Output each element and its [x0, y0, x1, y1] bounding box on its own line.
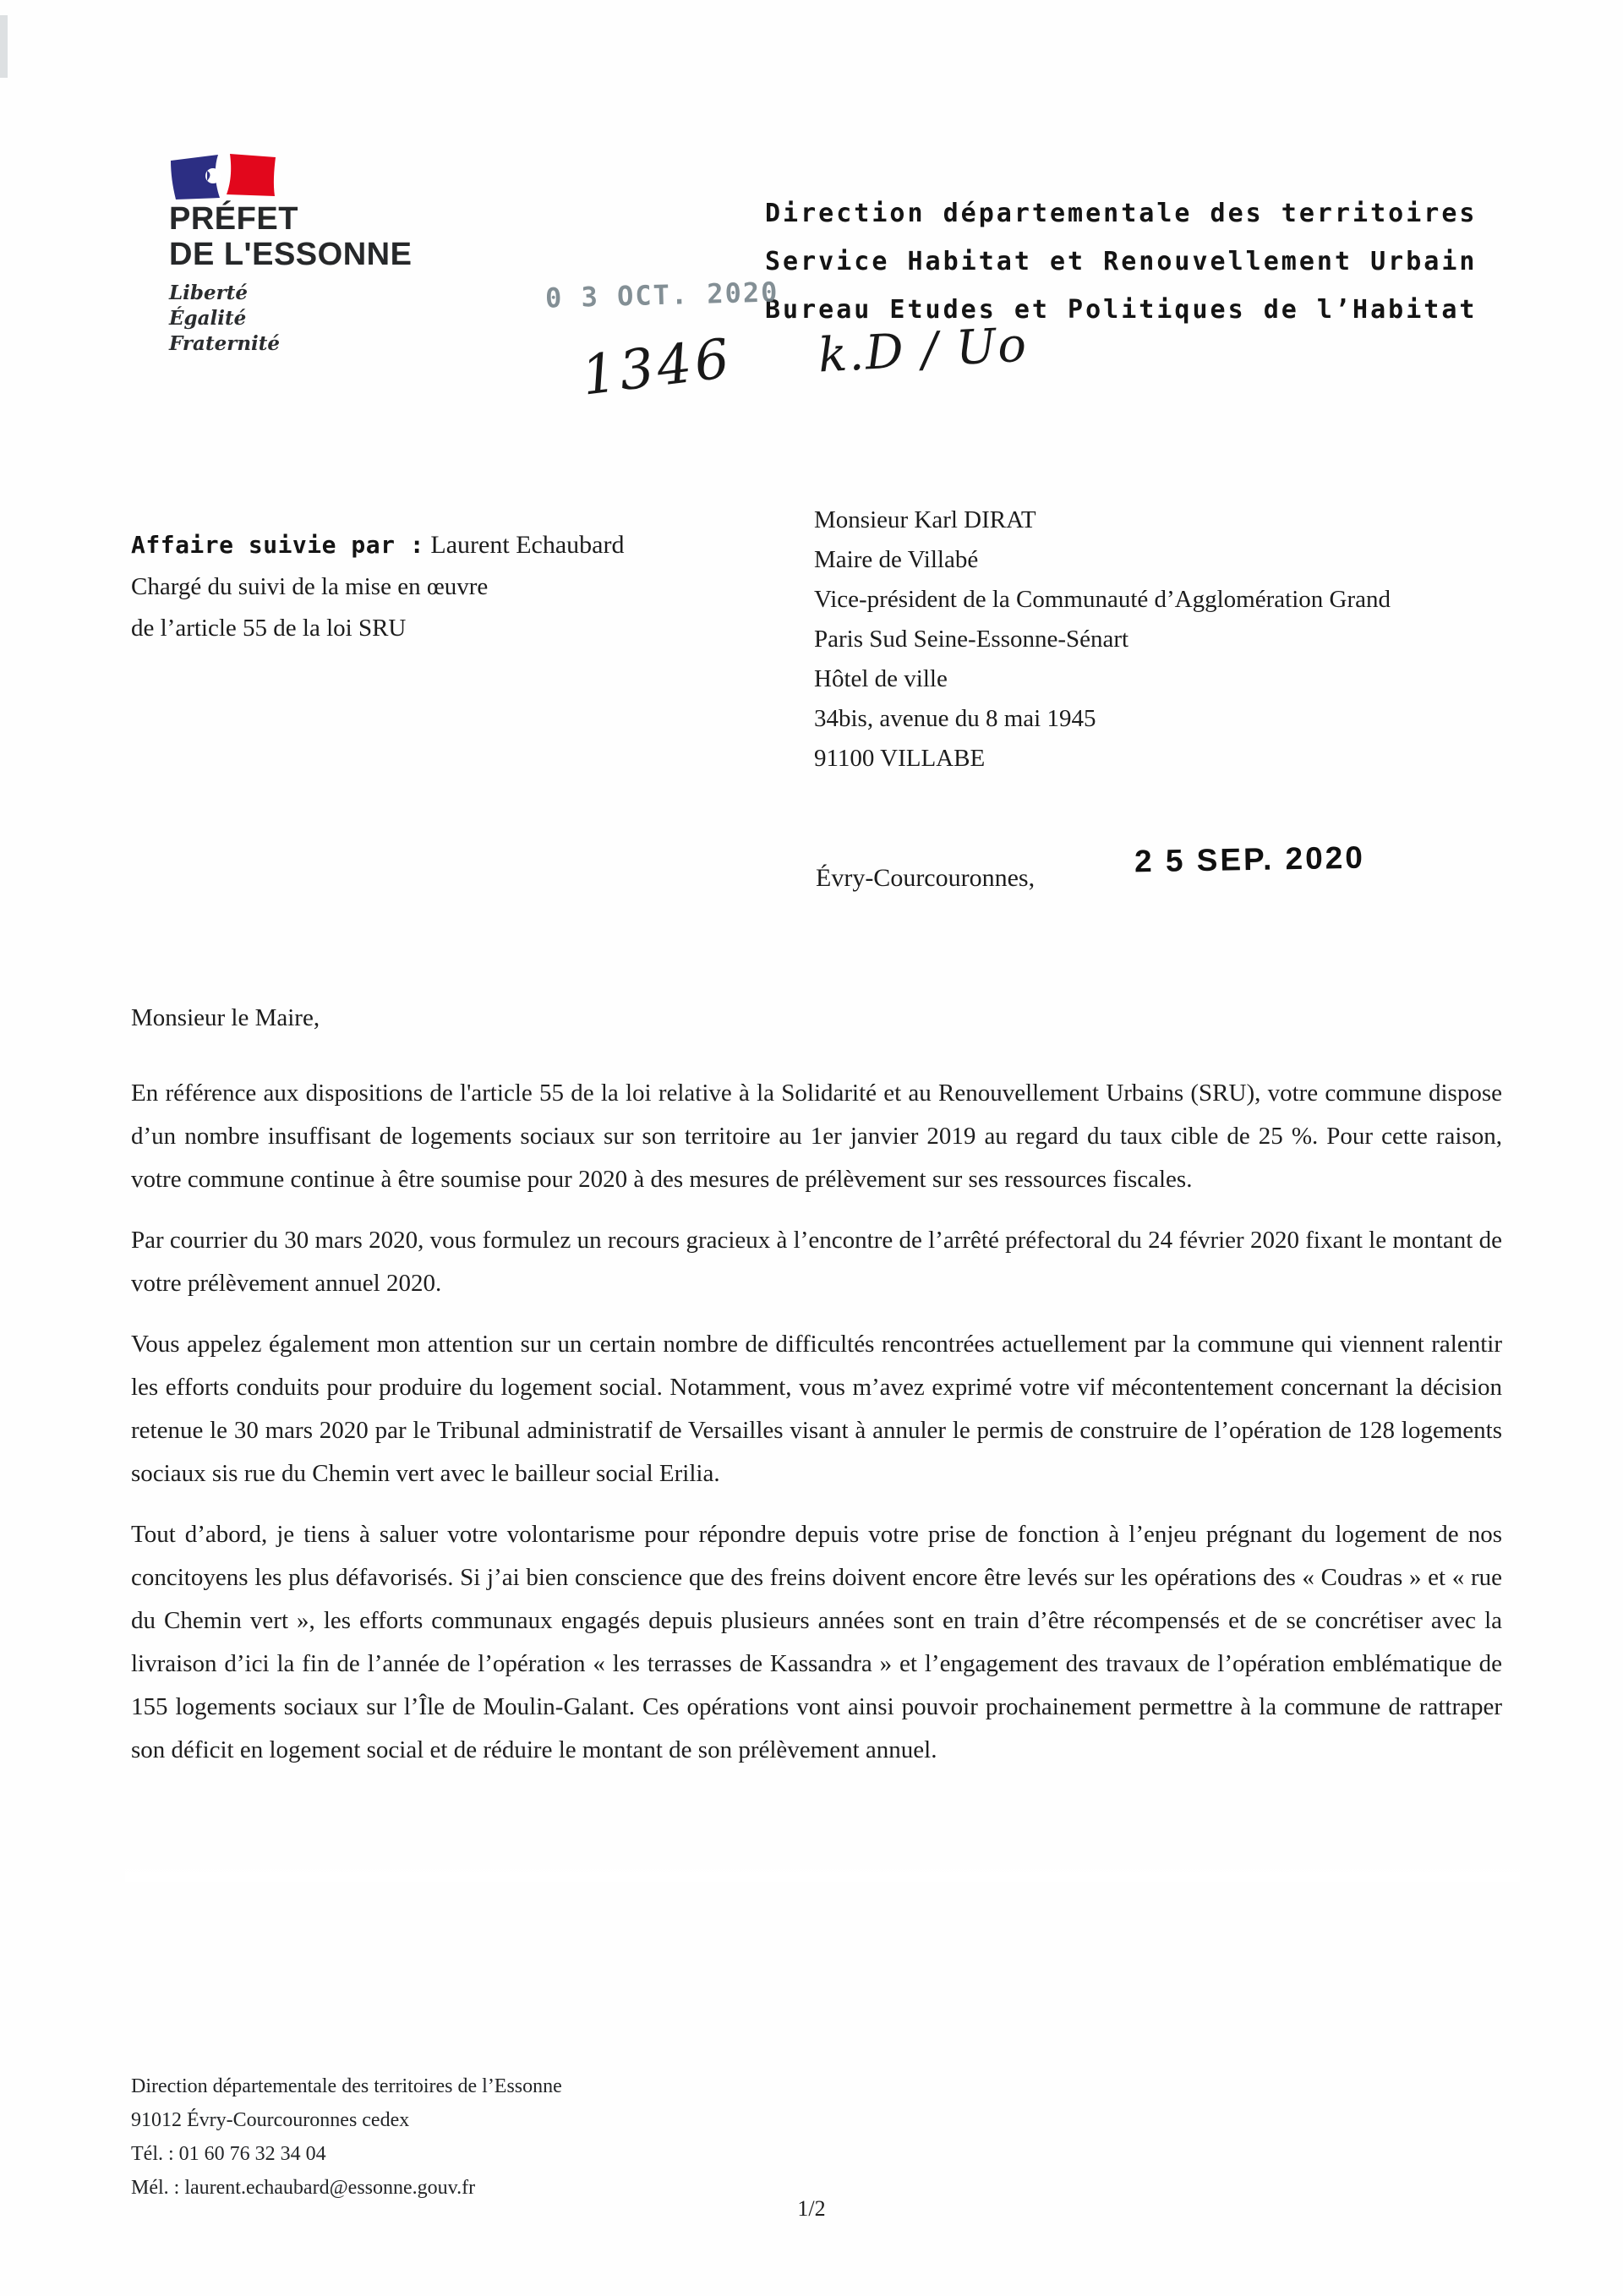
footer-address: 91012 Évry-Courcouronnes cedex [131, 2109, 410, 2131]
case-officer-role-line1: Chargé du suivi de la mise en œuvre [131, 573, 489, 600]
case-officer-line [131, 524, 672, 566]
page-number: 1/2 [797, 2196, 826, 2221]
case-officer-block [131, 524, 672, 649]
footer-email: Mél. : laurent.echaubard@essonne.gouv.fr [131, 2177, 476, 2199]
prefecture-logo-block [169, 152, 524, 357]
recipient-name: Monsieur Karl DIRAT [814, 506, 1036, 533]
dateline-place: Évry-Courcouronnes, [816, 864, 1036, 892]
sent-date-stamp: 2 5 SEP. 2020 [1134, 839, 1366, 879]
department-line-service: Service Habitat et Renouvellement Urbain [765, 247, 1478, 276]
letter-body [131, 1072, 1502, 1790]
department-line-direction: Direction départementale des territoires [765, 199, 1478, 228]
prefet-title-line2: DE L'ESSONNE [169, 237, 413, 272]
recipient-address-street: 34bis, avenue du 8 mai 1945 [814, 705, 1096, 732]
recipient-address-hotel: Hôtel de ville [814, 665, 948, 692]
case-officer-name: Laurent Echaubard [430, 531, 625, 559]
prefet-title-line1: PRÉFET [169, 201, 298, 237]
recipient-address-city: 91100 VILLABE [814, 745, 986, 772]
salutation: Monsieur le Maire, [131, 1004, 320, 1031]
scan-fade-artifact [125, 1860, 1520, 1882]
french-flag-icon [169, 152, 281, 201]
case-officer-role-line2: de l’article 55 de la loi SRU [131, 615, 407, 642]
body-paragraph-4: Tout d’abord, je tiens à saluer votre volontarisme pour répondre depuis votre prise de fonction à l’enjeu prégnant du logement de nos concitoyens les plus défavorisés. Si j’ai bien conscience que des freins doivent encore être levés sur les opérations des « Coudras » et « rue du Chemin vert », les efforts communaux engagés depuis plusieurs années sont en train d’être récompensés et de se concrétiser avec la livraison d’ici la fin de l’année de l’opération « les terrasses de Kassandra » et l’engagement des travaux de l’opération emblématique de 155 logements sociaux sur l’Île de Moulin-Galant. Ces opérations vont ainsi pouvoir prochainement permettre à la commune de rattraper son déficit en logement social et de réduire le montant de son prélèvement annuel. [131, 1521, 1502, 1763]
motto-liberte: Liberté [169, 282, 248, 304]
body-paragraph-2: Par courrier du 30 mars 2020, vous formulez un recours gracieux à l’encontre de l’arrêté préfectoral du 24 février 2020 fixant le montant de votre prélèvement annuel 2020. [131, 1227, 1502, 1297]
recipient-title-vp-line1: Vice-président de la Communauté d’Agglomération Grand [814, 586, 1391, 613]
handwritten-initials: k.D / Uo [817, 317, 1030, 384]
footer-direction: Direction départementale des territoires de l’Essonne [131, 2075, 562, 2097]
footer-phone: Tél. : 01 60 76 32 34 04 [131, 2143, 326, 2165]
recipient-title-vp-line2: Paris Sud Seine-Essonne-Sénart [814, 626, 1129, 653]
case-officer-label: Affaire suivie par : [131, 531, 425, 559]
body-paragraph-1: En référence aux dispositions de l'article 55 de la loi relative à la Solidarité et au Renouvellement Urbains (SRU), votre commune dispose d’un nombre insuffisant de logements sociaux sur son territoire au 1er janvier 2019 au regard du taux cible de 25 %. Pour cette raison, votre commune continue à être soumise pour 2020 à des mesures de prélèvement sur ses ressources fiscales. [131, 1080, 1502, 1193]
recipient-address-block [814, 500, 1516, 779]
republic-motto [169, 281, 524, 357]
received-date-stamp: 0 3 OCT. 2020 [544, 276, 779, 314]
handwritten-registration-number: 1346 [578, 327, 736, 408]
recipient-title-mayor: Maire de Villabé [814, 546, 979, 573]
department-header [765, 189, 1526, 334]
department-line-bureau: Bureau Etudes et Politiques de l’Habitat [765, 295, 1478, 325]
scan-edge-artifact [0, 15, 8, 78]
motto-fraternite: Fraternité [169, 332, 281, 355]
body-paragraph-3: Vous appelez également mon attention sur un certain nombre de difficultés rencontrées actuellement par la commune qui viennent ralentir les efforts conduits pour produire du logement social. Notamment, vous m’avez exprimé votre vif mécontentement concernant la décision retenue le 30 mars 2020 par le Tribunal administratif de Versailles visant à annuler le permis de construire de l’opération de 128 logements sociaux sis rue du Chemin vert avec le bailleur social Erilia. [131, 1331, 1502, 1487]
motto-egalite: Égalité [169, 307, 247, 330]
sender-footer-block [131, 2069, 892, 2205]
